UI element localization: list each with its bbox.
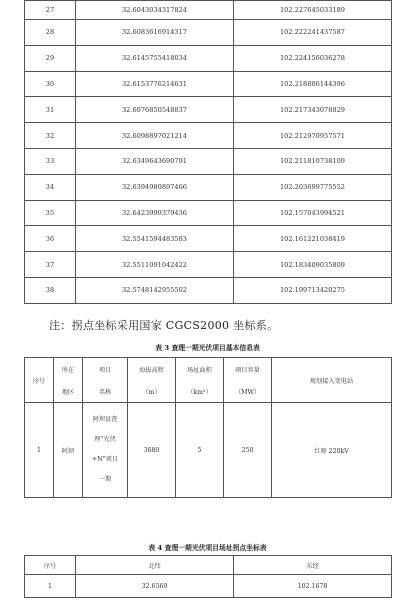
- coordinate-table: [24, 0, 392, 304]
- table-row: [25, 71, 392, 97]
- longitude-cell: 102.183409035809: [234, 252, 392, 278]
- project-info-table: [24, 357, 392, 498]
- table-row: [25, 45, 392, 71]
- header-area-bottom: （km²）: [176, 380, 224, 403]
- points-header-lon: 东经: [234, 556, 392, 575]
- info-header-row-top: [25, 358, 392, 381]
- points-header-seq: 序号: [25, 556, 76, 575]
- cell-substation: 红原 220kV: [272, 403, 392, 498]
- points-cell-seq: 1: [25, 575, 76, 598]
- header-altitude-top: 海拔高程: [128, 358, 176, 381]
- longitude-cell: 102.199713420275: [234, 277, 392, 303]
- longitude-cell: 102.227645033189: [234, 1, 392, 20]
- row-number: 33: [25, 148, 76, 174]
- project-name-lines: [83, 417, 127, 484]
- row-number: 36: [25, 226, 76, 252]
- latitude-cell: 32.6349643690791: [76, 148, 234, 174]
- row-number: 35: [25, 200, 76, 226]
- latitude-cell: 32.5541594483583: [76, 226, 234, 252]
- longitude-cell: 102.157043994521: [234, 200, 392, 226]
- table-row: [25, 97, 392, 123]
- header-capacity-bottom: （MW）: [224, 380, 272, 403]
- coordinate-system-note: 注：拐点坐标采用国家 CGCS2000 坐标系。: [49, 319, 279, 332]
- row-number: 27: [25, 1, 76, 20]
- header-project-bottom: 名称: [83, 380, 128, 403]
- latitude-cell: 32.5748142955502: [76, 277, 234, 303]
- table-row: [25, 174, 392, 200]
- header-area-top: 场址面积: [176, 358, 224, 381]
- row-number: 37: [25, 252, 76, 278]
- points-cell-lon: 102.1678: [234, 575, 392, 598]
- latitude-cell: 32.6153776214631: [76, 71, 234, 97]
- info-data-row: [25, 403, 392, 498]
- coordinate-table-body: [25, 1, 392, 304]
- row-number: 30: [25, 71, 76, 97]
- table-row: [25, 226, 392, 252]
- row-number: 31: [25, 97, 76, 123]
- longitude-cell: 102.217343078829: [234, 97, 392, 123]
- longitude-cell: 102.203699775552: [234, 174, 392, 200]
- row-number: 38: [25, 277, 76, 303]
- header-capacity-top: 项目容量: [224, 358, 272, 381]
- points-data-row: [25, 575, 392, 598]
- table-row: [25, 252, 392, 278]
- table4-caption: 表 4 查理一期光伏项目场址拐点坐标表: [148, 544, 267, 552]
- row-number: 29: [25, 45, 76, 71]
- cell-capacity: 250: [224, 403, 272, 498]
- row-number: 32: [25, 123, 76, 149]
- project-name-line: 一期: [98, 476, 112, 484]
- points-header-row: [25, 556, 392, 575]
- latitude-cell: 32.6098897021214: [76, 123, 234, 149]
- longitude-cell: 102.161221038419: [234, 226, 392, 252]
- longitude-cell: 102.211810738109: [234, 148, 392, 174]
- longitude-cell: 102.224156036278: [234, 45, 392, 71]
- latitude-cell: 32.6083616914317: [76, 20, 234, 46]
- longitude-cell: 102.222241437587: [234, 20, 392, 46]
- row-number: 28: [25, 20, 76, 46]
- points-header-lat: 北纬: [76, 556, 234, 575]
- latitude-cell: 32.6043034317824: [76, 1, 234, 20]
- site-point-table: [24, 555, 392, 598]
- header-substation: 规划接入变电站: [272, 358, 392, 403]
- project-name-line: 阿坝县查: [92, 415, 118, 423]
- project-name-line: 理“光伏: [94, 435, 116, 443]
- project-name-line: +N”项目: [91, 456, 119, 463]
- header-region-bottom: 地区: [54, 380, 83, 403]
- cell-project-name: [83, 403, 128, 498]
- header-project-top: 项目: [83, 358, 128, 381]
- cell-seq: 1: [25, 403, 54, 498]
- longitude-cell: 102.212970957571: [234, 123, 392, 149]
- table-row: [25, 123, 392, 149]
- longitude-cell: 102.218806144396: [234, 71, 392, 97]
- header-seq: 序号: [25, 358, 54, 403]
- cell-altitude: 3680: [128, 403, 176, 498]
- table3-caption: 表 3 查理一期光伏项目基本信息表: [155, 344, 260, 352]
- header-altitude-bottom: （m）: [128, 380, 176, 403]
- table-row: [25, 148, 392, 174]
- row-number: 34: [25, 174, 76, 200]
- cell-region: 阿坝: [54, 403, 83, 498]
- cell-area: 5: [176, 403, 224, 498]
- table-row: [25, 277, 392, 303]
- table-row: [25, 1, 392, 20]
- latitude-cell: 32.5511091042422: [76, 252, 234, 278]
- latitude-cell: 32.6076850548837: [76, 97, 234, 123]
- table-row: [25, 20, 392, 46]
- latitude-cell: 32.6145755418034: [76, 45, 234, 71]
- table-row: [25, 200, 392, 226]
- latitude-cell: 32.6394980897466: [76, 174, 234, 200]
- header-region-top: 所在: [54, 358, 83, 381]
- latitude-cell: 32.6423999379436: [76, 200, 234, 226]
- points-cell-lat: 32.6569: [76, 575, 234, 598]
